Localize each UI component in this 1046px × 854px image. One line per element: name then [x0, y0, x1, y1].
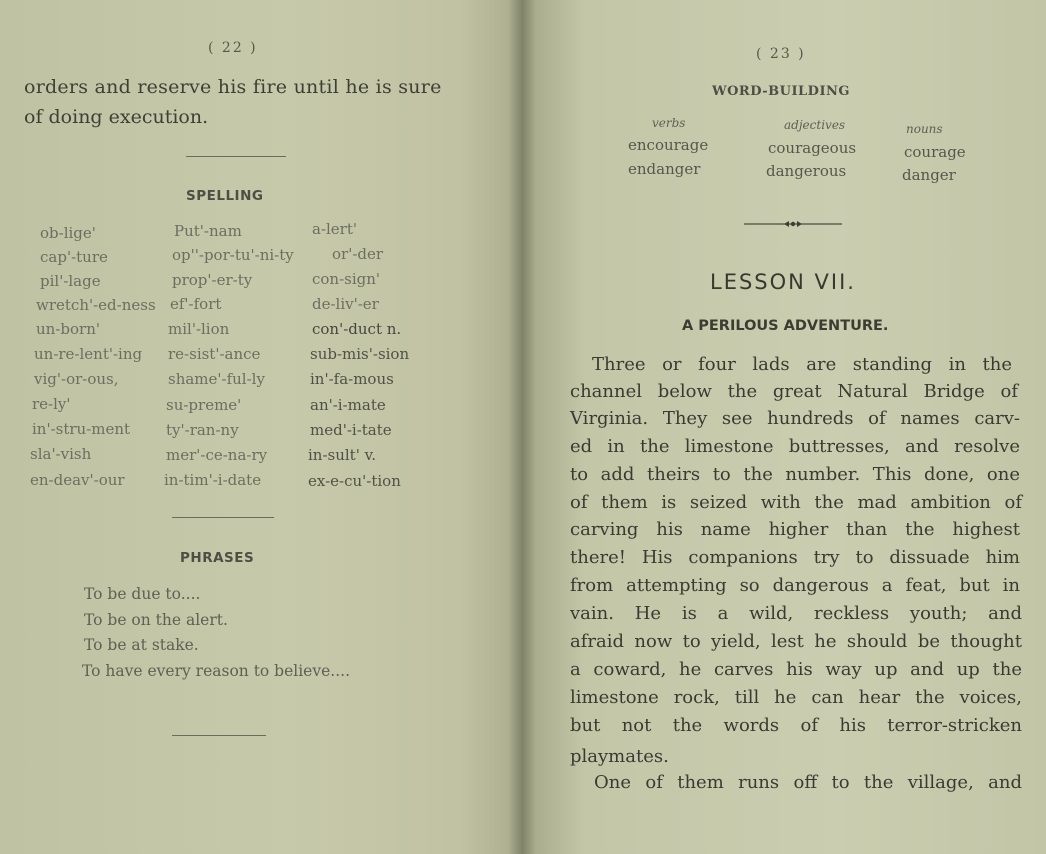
phrase-item: To be at stake. [84, 636, 199, 654]
book-gutter [508, 0, 536, 854]
word-building-word: danger [902, 166, 956, 184]
word-building-word: courage [904, 143, 966, 161]
spelling-word: Put'-nam [174, 222, 242, 240]
spelling-word: sub-mis'-sion [310, 345, 410, 363]
spelling-word: in-sult' v. [308, 446, 377, 464]
left-page [0, 0, 522, 854]
body-line: a coward, he carves his way up and up the [570, 659, 1022, 680]
spelling-word: mil'-lion [168, 320, 230, 338]
body-line: Three or four lads are standing in the [592, 354, 1012, 375]
word-building-word: encourage [628, 136, 709, 154]
body-line: vain. He is a wild, reckless youth; and [570, 603, 1022, 624]
spelling-word: prop'-er-ty [172, 271, 253, 289]
lesson-title: LESSON VII. [710, 270, 856, 294]
spelling-word: or'-der [332, 245, 384, 263]
phrase-item: To have every reason to believe.... [82, 662, 350, 680]
spelling-word: shame'-ful-ly [168, 370, 265, 388]
spelling-word: ob-lige' [40, 224, 96, 242]
body-line: of them is seized with the mad ambition of [570, 492, 1022, 513]
right-page [522, 0, 1046, 854]
spelling-word: un-born' [36, 320, 100, 338]
phrases-heading: PHRASES [180, 550, 255, 566]
body-line: channel below the great Natural Bridge of [570, 381, 1018, 402]
spelling-word: su-preme' [166, 396, 242, 414]
spelling-word: un-re-lent'-ing [34, 345, 143, 363]
section-divider [186, 156, 286, 157]
word-building-heading: WORD-BUILDING [712, 84, 851, 99]
spelling-word: ex-e-cu'-tion [308, 472, 401, 490]
body-line: carving his name higher than the highest [570, 519, 1020, 540]
body-line: from attempting so dangerous a feat, but in [570, 575, 1020, 596]
intro-line: of doing execution. [24, 106, 209, 128]
spelling-word: in-tim'-i-date [164, 471, 262, 489]
spelling-word: wretch'-ed-ness [36, 296, 156, 314]
body-line: ed in the limestone buttresses, and resolve [570, 436, 1020, 457]
body-line: playmates. [570, 746, 669, 767]
section-divider [172, 517, 274, 518]
phrase-item: To be on the alert. [84, 611, 228, 629]
spelling-word: con-sign' [312, 270, 381, 288]
word-building-word: courageous [768, 139, 857, 157]
body-line: there! His companions try to dissuade him [570, 547, 1020, 568]
spelling-heading: SPELLING [186, 188, 264, 204]
spelling-word: ty'-ran-ny [166, 421, 239, 439]
spelling-word: in'-fa-mous [310, 370, 394, 388]
word-building-word: dangerous [766, 162, 847, 180]
spelling-word: en-deav'-our [30, 471, 125, 489]
spelling-word: re-ly' [32, 395, 71, 413]
spelling-word: op''-por-tu'-ni-ty [172, 246, 294, 264]
intro-line: orders and reserve his fire until he is sure [24, 76, 442, 98]
spelling-word: an'-i-mate [310, 396, 386, 414]
body-line: afraid now to yield, lest he should be thought [570, 631, 1022, 652]
phrase-item: To be due to.... [84, 585, 201, 603]
right-page-number: ( 23 ) [756, 46, 806, 62]
word-building-col-head: adjectives [784, 118, 846, 132]
spelling-word: ef'-fort [170, 295, 222, 313]
spelling-word: cap'-ture [40, 248, 108, 266]
spelling-word: sla'-vish [30, 445, 92, 463]
body-line: but not the words of his terror-stricken [570, 715, 1022, 736]
body-line: limestone rock, till he can hear the voices, [570, 687, 1022, 708]
spelling-word: con'-duct n. [312, 320, 402, 338]
spelling-word: mer'-ce-na-ry [166, 446, 268, 464]
body-line: Virginia. They see hundreds of names carv- [570, 408, 1020, 429]
spelling-word: pil'-lage [40, 272, 101, 290]
word-building-word: endanger [628, 160, 701, 178]
spelling-word: med'-i-tate [310, 421, 392, 439]
body-line: to add theirs to the number. This done, one [570, 464, 1020, 485]
body-line: One of them runs off to the village, and [594, 772, 1022, 793]
ornament-divider [744, 218, 842, 230]
spelling-word: re-sist'-ance [168, 345, 261, 363]
section-divider [172, 735, 266, 736]
spelling-word: vig'-or-ous, [34, 370, 119, 388]
spelling-word: a-lert' [312, 220, 358, 238]
left-page-number: ( 22 ) [208, 40, 258, 56]
spelling-word: de-liv'-er [312, 295, 379, 313]
word-building-col-head: nouns [906, 122, 943, 136]
word-building-col-head: verbs [652, 116, 686, 130]
spelling-word: in'-stru-ment [32, 420, 131, 438]
lesson-subtitle: A PERILOUS ADVENTURE. [682, 318, 889, 334]
